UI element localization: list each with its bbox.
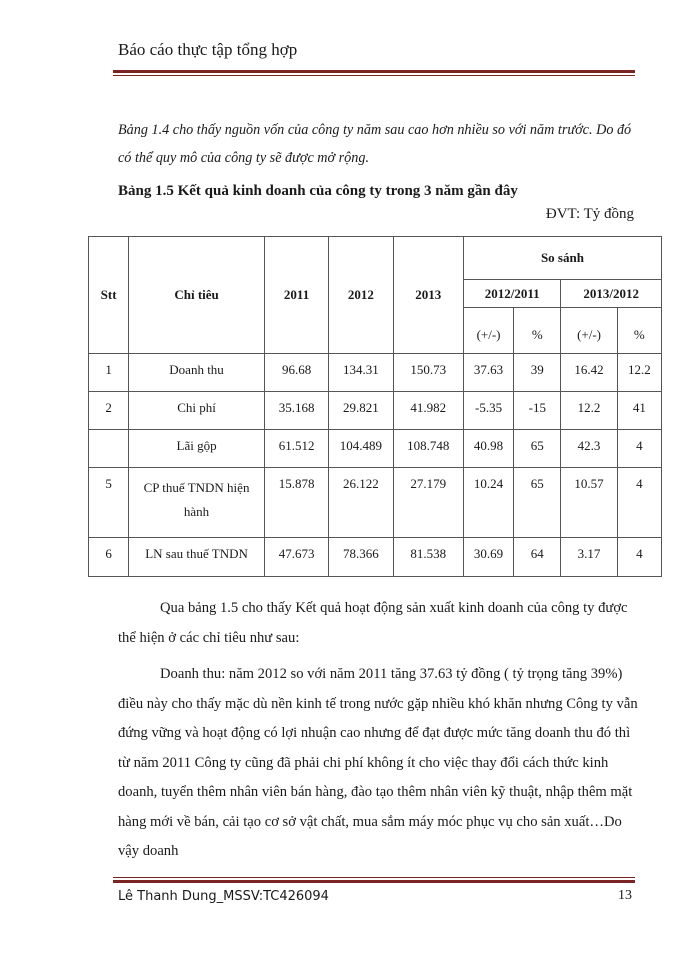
page-number: 13 [618, 888, 632, 903]
unit-label: ĐVT: Tỷ đồng [545, 206, 634, 222]
cell-2011: 61.512 [264, 430, 328, 468]
cell-pct-b: 4 [617, 430, 661, 468]
cell-diff-a: 10.24 [463, 468, 513, 538]
cell-pct-a: 39 [514, 354, 561, 392]
header-compare: So sánh [463, 237, 661, 280]
cell-diff-a: 40.98 [463, 430, 513, 468]
table-row [89, 538, 662, 577]
header-2013: 2013 [393, 237, 463, 354]
cell-pct-b: 12.2 [617, 354, 661, 392]
paragraph-revenue: Doanh thu: năm 2012 so với năm 2011 tăng 37.63 tỷ đồng ( tỷ trọng tăng 39%) điều này cho thấy mặc dù nền kinh tế trong nước gặp nhiều khó khăn nhưng Công ty vẫn đứng vững và hoạt động có lợi nhuận cao nhưng để đạt được mức tăng doanh thu đó thì từ năm 2011 Công ty cũng đã phải chi phí không ít cho việc thay đổi cách thức kinh doanh, tuyển thêm nhân viên bán hàng, đào tạo thêm nhân viên kỹ thuật, nhập thêm mặt hàng mới về bán, cải tạo cơ sở vật chất, mua sắm máy móc phục vụ cho sản xuất…Do vậy doanh [118, 666, 638, 859]
cell-diff-a: -5.35 [463, 392, 513, 430]
cell-pct-a: 65 [514, 468, 561, 538]
table-caption: Bảng 1.5 Kết quả kinh doanh của công ty trong 3 năm gần đây [118, 183, 518, 199]
header-pct-a: % [514, 308, 561, 354]
cell-diff-b: 16.42 [561, 354, 617, 392]
table-row [89, 468, 662, 538]
cell-stt: 1 [89, 354, 129, 392]
cell-2011: 96.68 [264, 354, 328, 392]
cell-name: Lãi gộp [129, 430, 265, 468]
body-text [118, 594, 644, 867]
header-rule-thick [113, 70, 635, 73]
header-rule-thin [113, 75, 635, 76]
results-table [88, 236, 662, 577]
cell-name: CP thuế TNDN hiện hành [129, 468, 265, 538]
page-header-title: Báo cáo thực tập tổng hợp [118, 40, 298, 59]
cell-diff-b: 3.17 [561, 538, 617, 577]
header-period-b: 2013/2012 [561, 280, 662, 308]
header-indicator: Chỉ tiêu [129, 237, 265, 354]
table-row [89, 430, 662, 468]
footer-rule-thick [113, 880, 635, 883]
cell-diff-a: 37.63 [463, 354, 513, 392]
cell-pct-b: 41 [617, 392, 661, 430]
cell-2012: 134.31 [329, 354, 393, 392]
header-diff-a: (+/-) [463, 308, 513, 354]
cell-2011: 15.878 [264, 468, 328, 538]
header-stt: Stt [89, 237, 129, 354]
header-2011: 2011 [264, 237, 328, 354]
cell-2012: 104.489 [329, 430, 393, 468]
intro-paragraph: Bảng 1.4 cho thấy nguồn vốn của công ty năm sau cao hơn nhiều so với năm trước. Do đó có thể quy mô của công ty sẽ được mở rộng. [118, 122, 632, 166]
cell-2012: 26.122 [329, 468, 393, 538]
cell-pct-a: 64 [514, 538, 561, 577]
cell-2013: 81.538 [393, 538, 463, 577]
cell-diff-a: 30.69 [463, 538, 513, 577]
header-pct-b: % [617, 308, 661, 354]
cell-2011: 47.673 [264, 538, 328, 577]
cell-diff-b: 12.2 [561, 392, 617, 430]
header-diff-b: (+/-) [561, 308, 617, 354]
cell-2013: 41.982 [393, 392, 463, 430]
header-2012: 2012 [329, 237, 393, 354]
cell-2011: 35.168 [264, 392, 328, 430]
cell-2013: 150.73 [393, 354, 463, 392]
cell-2013: 27.179 [393, 468, 463, 538]
cell-diff-b: 42.3 [561, 430, 617, 468]
cell-pct-b: 4 [617, 468, 661, 538]
cell-stt [89, 430, 129, 468]
cell-pct-b: 4 [617, 538, 661, 577]
footer-rule-thin [113, 877, 635, 878]
cell-name: Doanh thu [129, 354, 265, 392]
cell-stt: 5 [89, 468, 129, 538]
cell-2012: 78.366 [329, 538, 393, 577]
cell-diff-b: 10.57 [561, 468, 617, 538]
cell-stt: 2 [89, 392, 129, 430]
cell-name: Chi phí [129, 392, 265, 430]
paragraph-summary: Qua bảng 1.5 cho thấy Kết quả hoạt động sản xuất kinh doanh của công ty được thể hiện ở các chỉ tiêu như sau: [118, 600, 628, 646]
table-row [89, 354, 662, 392]
cell-pct-a: -15 [514, 392, 561, 430]
header-period-a: 2012/2011 [463, 280, 560, 308]
cell-2013: 108.748 [393, 430, 463, 468]
table-row [89, 392, 662, 430]
cell-2012: 29.821 [329, 392, 393, 430]
footer-author: Lê Thanh Dung_MSSV:TC426094 [118, 889, 329, 904]
cell-name: LN sau thuế TNDN [129, 538, 265, 577]
cell-stt: 6 [89, 538, 129, 577]
cell-pct-a: 65 [514, 430, 561, 468]
